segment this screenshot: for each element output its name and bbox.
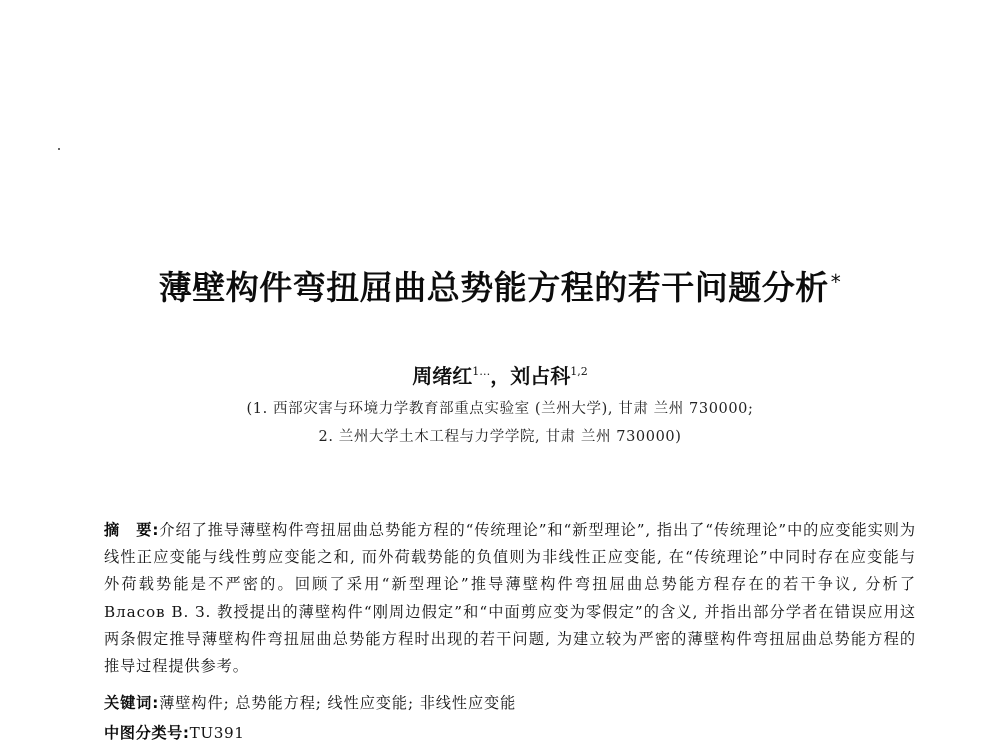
abstract-label: 摘 要:	[104, 521, 160, 539]
author-affiliation-mark: 1…	[472, 365, 491, 378]
author-affiliation-mark: 1,2	[570, 365, 588, 378]
abstract	[104, 517, 916, 680]
author-name: 周绪红	[412, 364, 473, 388]
keywords-text: 薄壁构件; 总势能方程; 线性应变能; 非线性应变能	[159, 694, 517, 712]
classification	[104, 722, 916, 743]
paper-title	[0, 262, 1000, 309]
keywords-label: 关键词:	[104, 694, 160, 712]
classification-text: TU391	[189, 724, 245, 742]
author-line	[0, 360, 1000, 389]
classification-label: 中图分类号:	[104, 724, 190, 742]
author-name: 刘占科	[510, 364, 571, 388]
keywords	[104, 692, 916, 713]
affiliation-line: (1. 西部灾害与环境力学教育部重点实验室 (兰州大学), 甘肃 兰州 730000;	[246, 401, 754, 417]
abstract-text: 介绍了推导薄壁构件弯扭屈曲总势能方程的“传统理论”和“新型理论”, 指出了“传统理论”中的应变能实则为线性正应变能与线性剪应变能之和, 而外荷载势能的负值则为非线性正应变能, 在“传统理论”中同时存在应变能与外荷载势能是不严密的。回顾了采用“新型理论”推导薄壁构件弯扭屈曲总势能方程存在的若干争议, 分析了 Власов В. З. 教授提出的薄壁构件“刚周边假定”和“中面剪应变为零假定”的含义, 并指出部分学者在错误应用这两条假定推导薄壁构件弯扭屈曲总势能方程时出现的若干问题, 为建立较为严密的薄壁构件弯扭屈曲总势能方程的推导过程提供参考。	[104, 521, 916, 676]
affiliation-line: 2. 兰州大学土木工程与力学学院, 甘肃 兰州 730000)	[318, 429, 682, 445]
scan-speck	[58, 148, 60, 150]
author-separator: ，	[490, 364, 511, 388]
paper-title-text: 薄壁构件弯扭屈曲总势能方程的若干问题分析	[158, 268, 829, 307]
title-footnote-mark: *	[830, 270, 842, 294]
